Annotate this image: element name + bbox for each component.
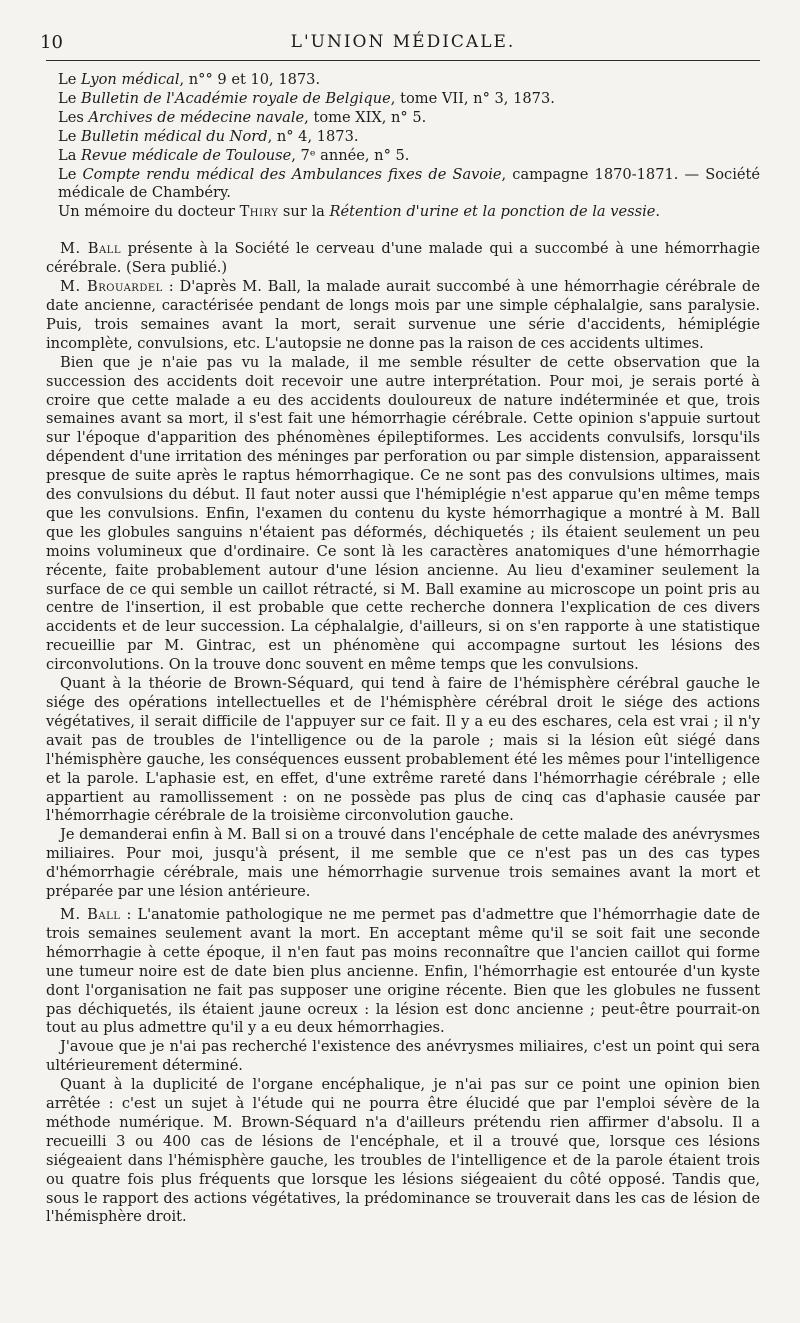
running-title: L'UNION MÉDICALE. xyxy=(290,32,516,52)
page-header xyxy=(40,26,760,61)
reference-item: Le Lyon médical, n°° 9 et 10, 1873. xyxy=(58,71,321,88)
speaker-name: M. Brouardel xyxy=(60,278,163,296)
reference-item: La Revue médicale de Toulouse, 7ᵉ année, n° 5. xyxy=(58,146,410,164)
paragraph: J'avoue que je n'ai pas recherché l'existence des anévrysmes miliaires, c'est un point qui sera ultérieurement déterminé. xyxy=(46,1038,760,1075)
publications-received-list xyxy=(46,71,760,222)
paragraph: M. Ball présente à la Société le cerveau d'une malade qui a succombé à une hémorrhagie cérébrale. (Sera publié.) xyxy=(46,240,760,277)
reference-item: Les Archives de médecine navale, tome XIX, n° 5. xyxy=(58,108,427,126)
proceedings-text xyxy=(46,240,760,1227)
paragraph: Bien que je n'aie pas vu la malade, il me semble résulter de cette observation que la succession des accidents doit recevoir une autre interprétation. Pour moi, je serais porté à croire que cette malade a eu des accidents douloureux de nature indéterminée et que, trois semaines avant sa mort, il s'est fait une hémorrhagie cérébrale. Cette opinion s'appuie surtout sur l'époque d'apparition des phénomènes épileptiformes. Les accidents convulsifs, lorsqu'ils dépendent d'une irritation des méninges par perforation ou par simple distension, apparaissent presque de suite après le raptus hémorrhagique. Ce ne sont pas des convulsions ultimes, mais des convulsions du début. Il faut noter aussi que l'hémiplégie n'est apparue qu'en même temps que les convulsions. Enfin, l'examen du contenu du kyste hémorrhagique a montré à M. Ball que les globules sanguins n'étaient pas déformés, déchiquetés ; ils étaient seulement un peu moins volumineux que d'ordinaire. Ce sont là les caractères anatomiques d'une hémorrhagie récente, faite probablement autour d'une lésion ancienne. Au lieu d'examiner seulement la surface de ce qui semble un caillot rétracté, si M. Ball examine au microscope un point pris au centre de l'insertion, il est probable que cette recherche donnera l'explication de ces divers accidents et de leur succession. La céphalalgie, d'ailleurs, si on s'en rapporte à une statistique recueillie par M. Gintrac, est un phénomène qui accompagne surtout les lésions des circonvolutions. On la trouve donc souvent en même temps que les convulsions. xyxy=(46,353,760,674)
paragraph: M. Brouardel : D'après M. Ball, la malade aurait succombé à une hémorrhagie cérébrale de date ancienne, caractérisée pendant de longs mois par une simple céphalalgie, sans paralysie. Puis, trois semaines avant la mort, serait survenue une série d'accidents, hémiplégie incomplète, convulsions, etc. L'autopsie ne donne pas la raison de ces accidents ultimes. xyxy=(46,278,760,352)
reference-item: Le Bulletin de l'Académie royale de Belgique, tome VII, n° 3, 1873. xyxy=(58,89,555,107)
paragraph: Je demanderai enfin à M. Ball si on a trouvé dans l'encéphale de cette malade des anévrysmes miliaires. Pour moi, jusqu'à présent, il me semble que ce n'est pas un des cas types d'hémorrhagie cérébrale, mais une hémorrhagie survenue trois semaines avant la mort et préparée par une lésion antérieure. xyxy=(46,826,760,901)
speaker-name: M. Ball xyxy=(60,905,121,923)
paragraph: Quant à la duplicité de l'organe encéphalique, je n'ai pas sur ce point une opinion bien arrêtée : c'est un sujet à l'étude qui ne pourra être élucidé que par l'emploi sévère de la méthode numérique. M. Brown-Séquard n'a d'ailleurs prétendu rien affirmer d'absolu. Il a recueilli 3 ou 400 cas de lésions de l'encéphale, et il a trouvé que, lorsque ces lésions siégeaient dans l'hémisphère gauche, les troubles de l'intelligence et de la parole étaient trois ou quatre fois plus fréquents que lorsque les lésions siégeaient du côté opposé. Tandis que, sous le rapport des actions végétatives, la prédominance se trouverait dans les cas de lésion de l'hémisphère droit. xyxy=(46,1076,760,1226)
page-number: 10 xyxy=(40,32,63,53)
paragraph: M. Ball : L'anatomie pathologique ne me permet pas d'admettre que l'hémorrhagie date de trois semaines seulement avant la mort. En acceptant même qu'il se soit fait une seconde hémorrhagie à cette époque, il n'en faut pas moins reconnaître que l'ancien caillot qui forme une tumeur noire est de date bien plus ancienne. Enfin, l'hémorrhagie est entourée d'un kyste dont l'organisation ne fait pas supposer une origine récente. Bien que les globules ne fussent pas déchiquetés, ils étaient jaune ocreux : la lésion est donc ancienne ; peut-être pourrait-on tout au plus admettre qu'il y a eu deux hémorrhagies. xyxy=(46,905,760,1037)
reference-item: Le Bulletin médical du Nord, n° 4, 1873. xyxy=(58,127,359,145)
reference-item: Un mémoire du docteur Thiry sur la Rétention d'urine et la ponction de la vessie. xyxy=(58,203,661,221)
paragraph: Quant à la théorie de Brown-Séquard, qui tend à faire de l'hémisphère cérébral gauche le siége des opérations intellectuelles et de l'hémisphère cérébral droit le siége des actions végétatives, il serait difficile de l'appuyer sur ce fait. Il y a eu des eschares, cela est vrai ; il n'y avait pas de troubles de l'intelligence ou de la parole ; mais si la lésion eût siégé dans l'hémisphère gauche, les conséquences eussent probablement été les mêmes pour l'intelligence et la parole. L'aphasie est, en effet, d'une extrême rareté dans l'hémorrhagie cérébrale ; elle appartient au ramollissement : on ne possède pas plus de cinq cas d'aphasie causée par l'hémorrhagie cérébrale de la troisième circonvolution gauche. xyxy=(46,675,760,825)
reference-item: Le Compte rendu médical des Ambulances fixes de Savoie, campagne 1870-1871. — Société médicale de Chambéry. xyxy=(58,165,761,202)
speaker-name: M. Ball xyxy=(60,240,121,258)
